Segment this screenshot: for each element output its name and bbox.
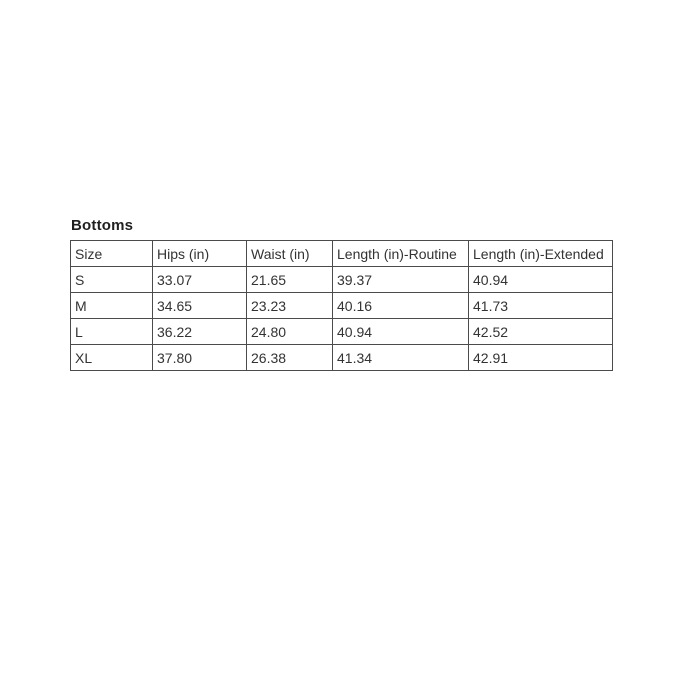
cell-extended: 41.73 — [469, 293, 613, 319]
table-row-m — [71, 293, 613, 319]
cell-routine: 41.34 — [333, 345, 469, 371]
cell-hips: 34.65 — [153, 293, 247, 319]
cell-size: L — [71, 319, 153, 345]
cell-routine: 39.37 — [333, 267, 469, 293]
header-row — [71, 241, 613, 267]
cell-waist: 26.38 — [247, 345, 333, 371]
header-cell-size: Size — [71, 241, 153, 267]
cell-extended: 40.94 — [469, 267, 613, 293]
cell-hips: 36.22 — [153, 319, 247, 345]
header-cell-waist: Waist (in) — [247, 241, 333, 267]
cell-waist: 23.23 — [247, 293, 333, 319]
cell-size: S — [71, 267, 153, 293]
table-row-l — [71, 319, 613, 345]
size-chart-table — [70, 240, 613, 371]
cell-size: XL — [71, 345, 153, 371]
cell-waist: 21.65 — [247, 267, 333, 293]
cell-routine: 40.16 — [333, 293, 469, 319]
section-title: Bottoms — [71, 217, 134, 234]
cell-hips: 37.80 — [153, 345, 247, 371]
header-cell-extended: Length (in)-Extended — [469, 241, 613, 267]
cell-extended: 42.52 — [469, 319, 613, 345]
cell-hips: 33.07 — [153, 267, 247, 293]
cell-waist: 24.80 — [247, 319, 333, 345]
header-cell-hips: Hips (in) — [153, 241, 247, 267]
header-cell-routine: Length (in)-Routine — [333, 241, 469, 267]
table-row-xl — [71, 345, 613, 371]
cell-routine: 40.94 — [333, 319, 469, 345]
cell-size: M — [71, 293, 153, 319]
cell-extended: 42.91 — [469, 345, 613, 371]
table-row-s — [71, 267, 613, 293]
